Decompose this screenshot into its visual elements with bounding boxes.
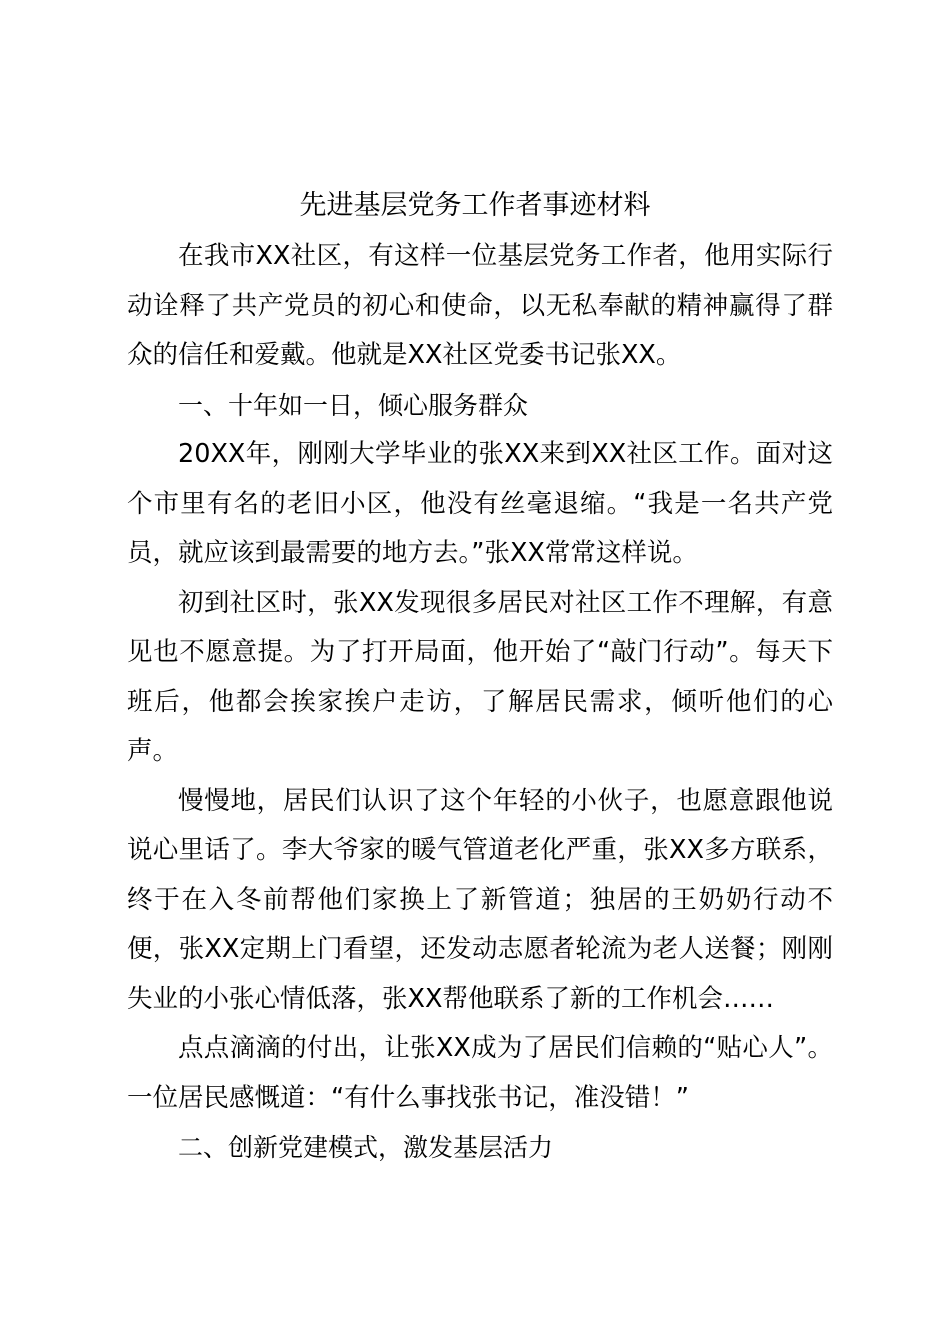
paragraph: 点点滴滴的付出，让张XX成为了居民们信赖的“贴心人”。一位居民感慨道：“有什么事找张书记，准没错！”: [127, 1033, 833, 1113]
document-title: 先进基层党务工作者事迹材料: [299, 190, 651, 221]
section-heading: 一、十年如一日，倾心服务群众: [178, 390, 529, 420]
paragraph: 初到社区时，张XX发现很多居民对社区工作不理解，有意见也不愿意提。为了打开局面，他开始了“敲门行动”。每天下班后，他都会挨家挨户走访，了解居民需求，倾听他们的心声。: [127, 587, 833, 766]
document-body: [127, 232, 833, 1173]
paragraph: 20XX年，刚刚大学毕业的张XX来到XX社区工作。面对这个市里有名的老旧小区，他没有丝毫退缩。“我是一名共产党员，就应该到最需要的地方去。”张XX常常这样说。: [127, 439, 833, 568]
paragraph: 在我市XX社区，有这样一位基层党务工作者，他用实际行动诠释了共产党员的初心和使命，以无私奉献的精神赢得了群众的信任和爱戴。他就是XX社区党委书记张XX。: [127, 241, 833, 370]
section-heading: 二、创新党建模式，激发基层活力: [178, 1133, 554, 1162]
paragraph: 慢慢地，居民们认识了这个年轻的小伙子，也愿意跟他说说心里话了。李大爷家的暖气管道老化严重，张XX多方联系，终于在入冬前帮他们家换上了新管道；独居的王奶奶行动不便，张XX定期上门看望，还发动志愿者轮流为老人送餐；刚刚失业的小张心情低落，张XX帮他联系了新的工作机会……: [127, 785, 833, 1014]
